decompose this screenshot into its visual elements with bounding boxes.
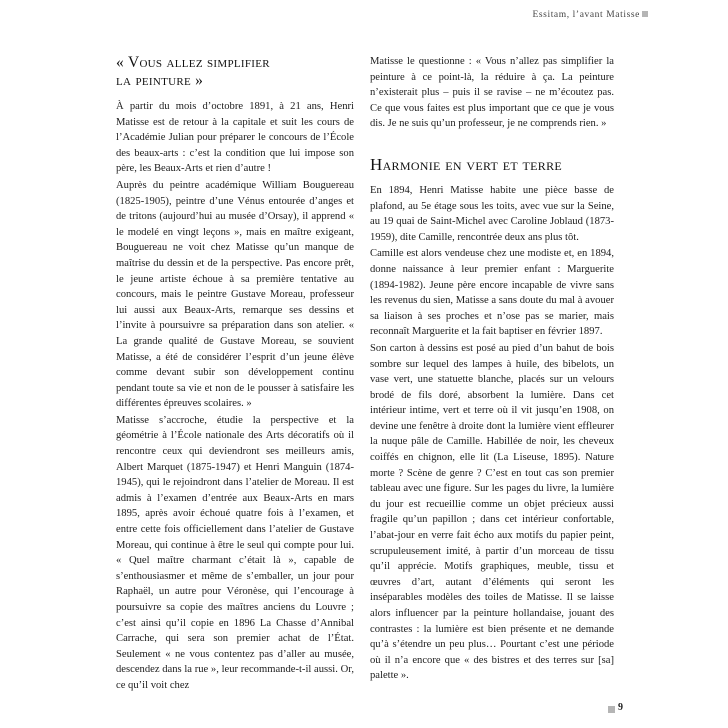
section-title-line-2: la peinture » bbox=[116, 72, 204, 89]
paragraph: Auprès du peintre académique William Bouguereau (1825-1905), peintre d’une Vénus entourée d’anges et de tritons (aujourd’hui au musée d’Orsay), il apprend « le modelé en vingt leçons », mais en maître exigeant, Bouguereau ne voit chez Matisse qu’un manque de maîtrise du dessin et de la perspective. Pas encore prêt, le jeune artiste échoue à sa première tentative au concours, mais le peintre Gustave Moreau, professeur lui aussi aux Beaux-Arts, remarque ses dessins et l’invite à poursuivre sa préparation dans son atelier. « La grande qualité de Gustave Moreau, se souvient Matisse, a été de considérer l’esprit d’un jeune élève comme devant subir son développement continu pendant toute sa vie et non de le pousser à satisfaire les différentes épreuves scolaires. » bbox=[116, 179, 354, 410]
paragraph: À partir du mois d’octobre 1891, à 21 ans, Henri Matisse est de retour à la capitale et suit les cours de l’Académie Julian pour préparer le concours de l’École des beaux-arts : c’est la condition que lui impose son père, les Beaux-Arts et rien d’autre ! bbox=[116, 101, 354, 175]
left-column bbox=[116, 54, 354, 694]
running-head-marker bbox=[642, 11, 648, 17]
folio-marker bbox=[608, 706, 615, 713]
running-head: Essitam, l’avant Matisse bbox=[532, 10, 640, 20]
paragraph: En 1894, Henri Matisse habite une pièce basse de plafond, au 5e étage sous les toits, avec vue sur la Seine, au 19 quai de Saint-Michel avec Caroline Joblaud (1873-1959), dite Camille, rencontrée deux ans plus tôt. bbox=[370, 184, 614, 243]
right-column bbox=[370, 54, 614, 684]
section-title-harmonie: Harmonie en vert et terre bbox=[370, 154, 563, 174]
section-title-vous-allez-simplifier bbox=[116, 54, 354, 90]
paragraph: Son carton à dessins est posé au pied d’un bahut de bois sombre sur lequel des lampes à huile, des bibelots, un vase vert, une statuette blanche, placés sur un velours brodé de fils doré, absorbent la lumière. Dans cet intérieur intime, vert et terre où il vit jusqu’en 1908, on devine une fenêtre à droite dont la lumière vient effleurer la nuque pâle de Camille. Habillée de noir, les cheveux coiffés en chignon, elle lit (La Liseuse, 1895). Nature morte ? Scène de genre ? C’est en tout cas son premier tableau avec une figure. Sur les pages du livre, la lumière du jour est recueillie comme un objet précieux aussi fragile qu’un papillon ; dans cet intérieur confortable, l’abat-jour en verre fait écho aux motifs du papier peint, scrupuleusement imité, à partir d’un morceau de tissu qu’il apprécie. Motifs graphiques, meuble, tissu et œuvres d’art, autant d’éléments qui seront les inséparables modèles des toiles de Matisse. Il se laisse alors influencer par la peinture hollandaise, jouant des contrastes : la lumière est bien présente et ne demande qu’à s’étendre un peu plus… Pourtant c’est une période où il n’a encore que « des bistres et des terres sur [sa] palette ». bbox=[370, 342, 614, 682]
paragraph: Camille est alors vendeuse chez une modiste et, en 1894, donne naissance à leur premier enfant : Marguerite (1894-1982). Jeune père encore incapable de vivre sans les revenus du sien, Matisse a sans doute du mal à avouer sa liaison à ses proches et n’ose pas se marier, mais reconnaît Marguerite et la fait baptiser en février 1897. bbox=[370, 248, 614, 338]
paragraph-continuation: Matisse le questionne : « Vous n’allez pas simplifier la peinture à ce point-là, la réduire à ça. La peinture n’existerait plus – puis il se ravise – ne m’écoutez pas. Ce que vous faites est plus important que ce que je vous dis. Je ne suis qu’un professeur, je ne comprends rien. » bbox=[370, 56, 614, 130]
section-title-line-1: « Vous allez simplifier bbox=[116, 54, 270, 71]
paragraph: Matisse s’accroche, étudie la perspective et la géométrie à l’École nationale des Arts décoratifs où il rencontre ceux qui deviendront ses meilleurs amis, Albert Marquet (1875-1947) et Henri Manguin (1874-1945), qui le rejoindront dans l’atelier de Moreau. Il est admis à l’examen d’entrée aux Beaux-Arts en mars 1895, après avoir échoué quatre fois à l’examen, et entre cette fois officiellement dans l’atelier de Gustave Moreau, qui continue à être le seul qui compte pour lui. « Quel maître charmant c’était là », capable de s’enthousiasmer et même de s’emballer, un jour pour Raphaël, un autre pour Véronèse, qui l’encourage à poursuivre sa copie des maîtres anciens du Louvre ; c’est ainsi qu’il copie en 1896 La Chasse d’Annibal Carrache, qui sera son premier achat de l’État. Seulement « ne vous contentez pas d’aller au musée, descendez dans la rue », leur recommande-t-il aussi. Or, ce qu’il voit chez bbox=[116, 414, 354, 691]
page-number: 9 bbox=[618, 702, 623, 713]
